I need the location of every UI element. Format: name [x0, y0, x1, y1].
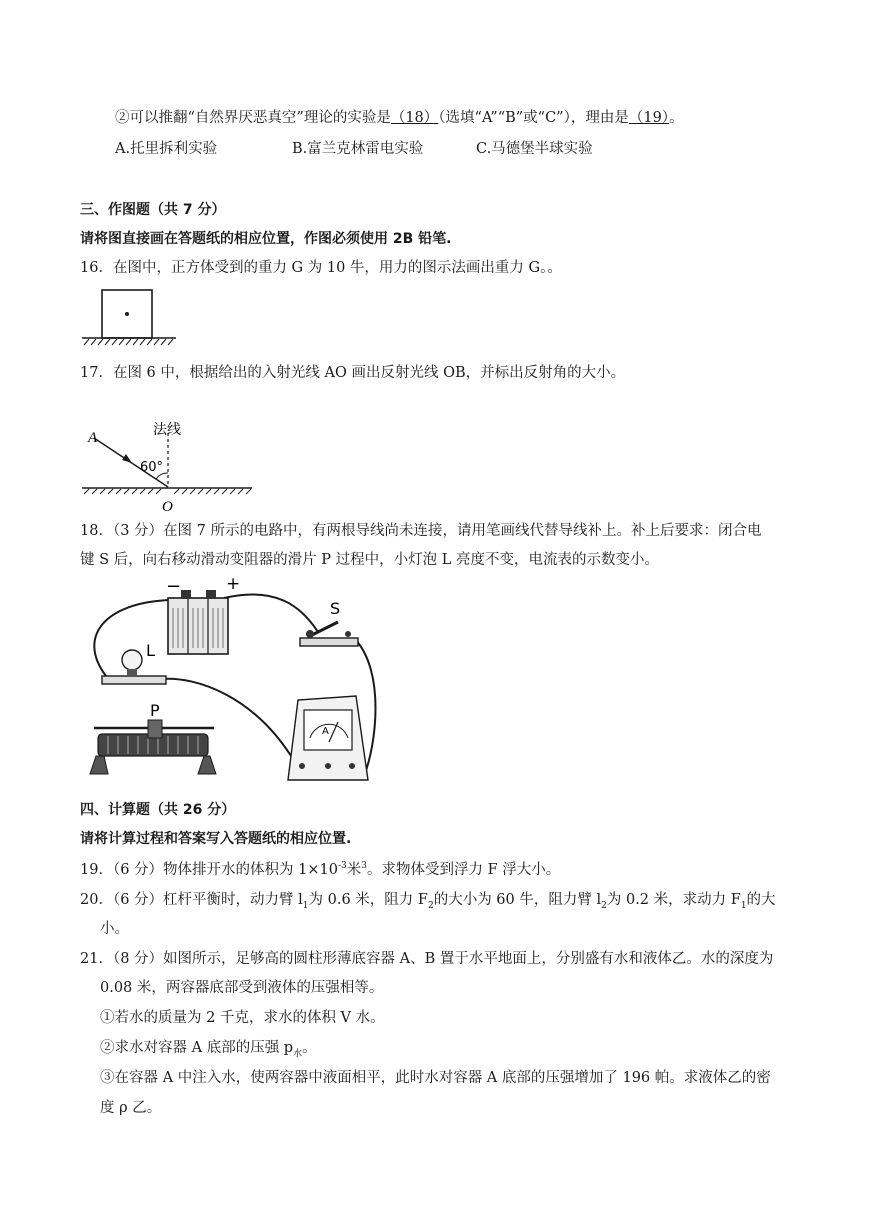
label-a: A [88, 430, 98, 446]
q16-text: 16．在图中，正方体受到的重力 G 为 10 牛，用力的图示法画出重力 G。。 [80, 260, 562, 276]
label-s: S [330, 599, 341, 618]
switch [300, 622, 358, 646]
section4-instruction: 请将计算过程和答案写入答题纸的相应位置. [80, 831, 352, 847]
q21-line1: 21．（8 分）如图所示，足够高的圆柱形薄底容器 A、B 置于水平地面上，分别盛有水和液体乙。水的深度为 [80, 951, 774, 967]
q20-line2: 小。 [100, 921, 129, 937]
q19-exponent2: 3 [361, 861, 367, 872]
q21-line2: 0.08 米，两容器底部受到液体的压强相等。 [100, 980, 384, 996]
q20-s2: 2 [427, 900, 434, 911]
lamp [102, 650, 166, 684]
q21-part2-end: 。 [302, 1040, 317, 1056]
q15-text-b: （选填“A”“B”或“C”），理由是 [438, 110, 629, 126]
label-o: O [162, 499, 173, 515]
q15-text-end: 。 [669, 110, 684, 126]
q16-cube-figure [80, 284, 180, 346]
ammeter [288, 696, 368, 780]
label-l: L [146, 641, 155, 660]
q19-text-b: 米 [346, 862, 362, 878]
q18-line2: 键 S 后，向右移动滑动变阻器的滑片 P 过程中，小灯泡 L 亮度不变，电流表的示数变小。 [80, 552, 659, 568]
ground-hatching [84, 339, 173, 345]
q20-s4: 1 [740, 900, 747, 911]
rheostat [90, 720, 216, 774]
q15-option-b: B.富兰克林雷电实验 [292, 141, 424, 157]
q15-option-c: C.马德堡半球实验 [476, 141, 593, 157]
section3-title: 三、作图题（共 7 分） [80, 202, 226, 218]
mirror-hatching [84, 489, 251, 494]
q21-part2-text: ②求水对容器 A 底部的压强 p [100, 1040, 294, 1056]
label-p: P [150, 701, 160, 720]
q20-t5: 的大 [746, 892, 776, 908]
q19-text [80, 858, 560, 879]
ray-arrowhead [122, 454, 132, 463]
q20-t1: 20．（6 分）杠杆平衡时，动力臂 l [80, 892, 303, 908]
section3-instruction: 请将图直接画在答题纸的相应位置，作图必须使用 2B 铅笔. [80, 231, 452, 247]
battery [168, 590, 228, 654]
q19-exponent: -3 [337, 861, 347, 872]
section4-title: 四、计算题（共 26 分） [80, 802, 236, 818]
label-angle: 60° [140, 460, 164, 475]
label-plus: + [226, 576, 241, 594]
q18-line1: 18．（3 分）在图 7 所示的电路中，有两根导线尚未连接，请用笔画线代替导线补上。补上后要求：闭合电 [80, 523, 762, 539]
q15-text-a: ②可以推翻“自然界厌恶真空”理论的实验是 [115, 110, 391, 126]
q20-t3: 的大小为 60 牛，阻力臂 l [433, 892, 602, 908]
center-dot [125, 312, 129, 316]
q21-part3-line2: 度 ρ 乙。 [100, 1100, 162, 1116]
q21-part2-sub: 水 [293, 1048, 303, 1059]
q21-part1: ①若水的质量为 2 千克，求水的体积 V 水。 [100, 1010, 385, 1026]
q17-reflection-figure [80, 415, 260, 515]
q15-option-a: A.托里拆利实验 [115, 141, 218, 157]
q17-text: 17．在图 6 中，根据给出的入射光线 AO 画出反射光线 OB，并标出反射角的大小。 [80, 365, 626, 381]
q19-text-c: 。求物体受到浮力 F 浮大小。 [366, 862, 561, 878]
q21-part2 [100, 1036, 317, 1059]
q18-circuit-figure [86, 576, 381, 788]
label-minus: − [166, 576, 182, 597]
q21-part3-line1: ③在容器 A 中注入水，使两容器中液面相平，此时水对容器 A 底部的压强增加了 196 帕。求液体乙的密 [100, 1070, 771, 1086]
blank-18: （18） [390, 110, 439, 126]
q20-t2: 为 0.6 米，阻力 F [308, 892, 428, 908]
label-ammeter: A [322, 726, 329, 737]
blank-19: （19） [628, 110, 670, 126]
q20-s3: 2 [601, 900, 607, 911]
label-normal: 法线 [153, 422, 181, 438]
q15-question-line [115, 106, 684, 127]
q19-text-a: 19．（6 分）物体排开水的体积为 1×10 [80, 862, 338, 878]
q20-line1 [80, 888, 776, 911]
q20-s1: 1 [302, 900, 309, 911]
q20-t4: 为 0.2 米，求动力 F [606, 892, 741, 908]
wire-battery-switch [224, 594, 318, 632]
